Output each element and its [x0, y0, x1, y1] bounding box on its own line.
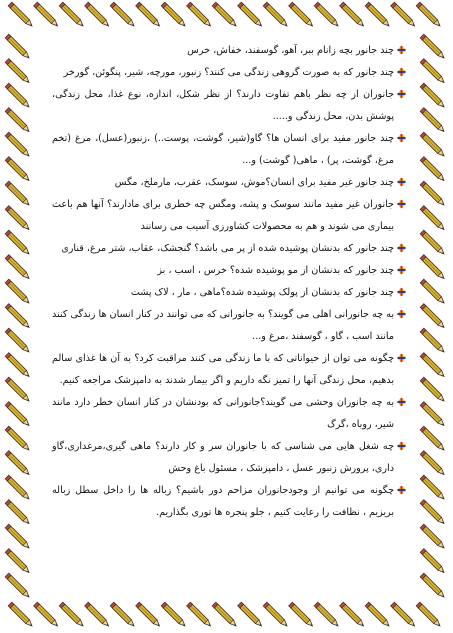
- pencil-icon: [5, 304, 31, 330]
- item-text: چگونه می توانیم از وجودجانوران مزاحم دور باشیم؟ زباله ها را داخل سطل زباله بریزیم ، نظافت را رعایت کنیم ، جلو پنجره ها توری بگذاریم.: [52, 485, 394, 518]
- pencil-icon: [34, 2, 60, 28]
- list-item: [52, 260, 404, 282]
- pencil-icon: [187, 602, 213, 628]
- pencil-icon: [5, 59, 31, 85]
- diamond-bullet-icon: [397, 89, 406, 99]
- pencil-icon: [5, 328, 31, 354]
- list-item: [52, 238, 404, 260]
- pencil-icon: [420, 549, 446, 575]
- pencil-icon: [85, 602, 111, 628]
- pencil-icon: [5, 230, 31, 256]
- list-item: [52, 194, 404, 238]
- pencil-icon: [420, 59, 446, 85]
- list-item: [52, 40, 404, 62]
- pencil-icon: [5, 402, 31, 428]
- pencil-icon: [238, 2, 264, 28]
- item-text: چند جانور که بدنشان از مو پوشیده شده؟ خرس ، اسب ، بز: [157, 265, 394, 276]
- pencil-icon: [8, 602, 34, 628]
- list-item: [52, 480, 404, 524]
- pencil-icon: [420, 181, 446, 207]
- diamond-bullet-icon: [397, 397, 406, 407]
- pencil-icon: [420, 426, 446, 452]
- pencil-icon: [420, 132, 446, 158]
- pencil-icon: [5, 500, 31, 526]
- item-text: چند جانور که بدنشان از پولک پوشیده شده؟ماهی ، مار ، لاک پشت: [130, 287, 394, 298]
- diamond-bullet-icon: [397, 45, 406, 55]
- diamond-bullet-icon: [397, 67, 406, 77]
- pencil-icon: [5, 353, 31, 379]
- pencil-icon: [263, 2, 289, 28]
- pencil-icon: [420, 34, 446, 60]
- pencil-icon: [340, 602, 366, 628]
- pencil-icon: [289, 2, 315, 28]
- pencil-icon: [314, 602, 340, 628]
- pencil-icon: [416, 2, 442, 28]
- pencil-icon: [365, 2, 391, 28]
- pencil-icon: [187, 2, 213, 28]
- pencil-icon: [110, 602, 136, 628]
- pencil-icon: [420, 255, 446, 281]
- pencil-icon: [420, 83, 446, 109]
- item-text: به چه جانورانی اهلی می گویند؟ به جانورانی که می توانند در کنار انسان ها زندگی کنند مانند اسب ، گاو ، گوسفند ،مرغ و...: [52, 309, 394, 342]
- pencil-icon: [5, 377, 31, 403]
- pencil-icon: [5, 157, 31, 183]
- diamond-bullet-icon: [397, 177, 406, 187]
- pencil-icon: [5, 34, 31, 60]
- diamond-bullet-icon: [397, 441, 406, 451]
- pencil-icon: [420, 157, 446, 183]
- pencil-icon: [110, 2, 136, 28]
- list-item: [52, 304, 404, 348]
- item-text: به چه جانوران وحشی می گویند؟جانورانی که بودنشان در کنار انسان خطر دارد مانند شیر، روباه ،گرگ: [52, 397, 394, 430]
- pencil-icon: [340, 2, 366, 28]
- diamond-bullet-icon: [397, 133, 406, 143]
- list-item: [52, 128, 404, 172]
- pencil-icon: [420, 573, 446, 599]
- pencil-icon: [5, 108, 31, 134]
- pencil-icon: [391, 2, 417, 28]
- list-item: [52, 84, 404, 128]
- diamond-bullet-icon: [397, 353, 406, 363]
- pencil-icon: [391, 602, 417, 628]
- pencil-icon: [161, 602, 187, 628]
- item-text: چند جانور که به صورت گروهی زندگی می کنند؟ زنبور، مورچه، شیر، پنگوئن، گورخر: [63, 67, 394, 78]
- pencil-icon: [212, 2, 238, 28]
- pencil-icon: [212, 602, 238, 628]
- item-text: جانوران از چه نظر باهم تفاوت دارند؟ از نظر شکل، اندازه، نوع غذا، محل زندگی، پوشش بدن، محل زندگی و.....: [52, 89, 394, 122]
- pencil-icon: [5, 573, 31, 599]
- item-text: چگونه می توان از حیواناتی که با ما زندگی می کنند مراقبت کرد؟ به آن ها غذای سالم بدهیم، محل زندگی آنها را تمیز نگه داریم و اگر بیمار شدند به دامپزشک مراجعه کنیم.: [52, 353, 394, 386]
- list-item: [52, 62, 404, 84]
- pencil-icon: [161, 2, 187, 28]
- item-text: چند جانور غیر مفید برای انسان؟موش، سوسک، عقرب، مارملخ، مگس: [114, 177, 394, 188]
- pencil-icon: [420, 451, 446, 477]
- pencil-icon: [34, 602, 60, 628]
- diamond-bullet-icon: [397, 287, 406, 297]
- pencil-icon: [5, 181, 31, 207]
- pencil-icon: [238, 602, 264, 628]
- pencil-icon: [420, 230, 446, 256]
- pencil-icon: [5, 83, 31, 109]
- pencil-icon: [5, 206, 31, 232]
- pencil-icon: [5, 451, 31, 477]
- pencil-icon: [420, 475, 446, 501]
- pencil-icon: [5, 426, 31, 452]
- pencil-icon: [420, 524, 446, 550]
- pencil-icon: [420, 206, 446, 232]
- pencil-icon: [5, 132, 31, 158]
- pencil-icon: [420, 377, 446, 403]
- pencil-icon: [289, 602, 315, 628]
- diamond-bullet-icon: [397, 485, 406, 495]
- pencil-icon: [5, 549, 31, 575]
- pencil-icon: [420, 402, 446, 428]
- pencil-icon: [136, 602, 162, 628]
- pencil-icon: [420, 328, 446, 354]
- diamond-bullet-icon: [397, 309, 406, 319]
- diamond-bullet-icon: [397, 199, 406, 209]
- item-text: چند جانور مفید برای انسان ها؟ گاو(شیر، گوشت، پوست..) ،زنبور(عسل)، مرغ (تخم مرغ، گوشت، پر) ، ماهی( گوشت) و...: [52, 133, 394, 166]
- list-item: [52, 392, 404, 436]
- questions-list: [52, 40, 404, 524]
- pencil-icon: [420, 108, 446, 134]
- list-item: [52, 172, 404, 194]
- pencil-icon: [5, 475, 31, 501]
- pencil-icon: [314, 2, 340, 28]
- item-text: چند جانور که بدنشان پوشیده شده از پر می باشد؟ گنجشک، عقاب، شتر مرغ، قناری: [61, 243, 394, 254]
- pencil-icon: [416, 602, 442, 628]
- item-text: جانوران غیر مفید مانند سوسک و پشه، ومگس چه خطری برای مادارند؟ آنها هم باعث بیماری می شوند و هم به محصولات کشاورزی آسیب می رسانند: [52, 199, 394, 232]
- pencil-icon: [85, 2, 111, 28]
- list-item: [52, 348, 404, 392]
- item-text: چه شغل هایی می شناسی که با جانوران سر و کار دارند؟ ماهی گیری،مرغداری،گاو داری، پرورش زنبور عسل ، دامپزشک ، مسئول باغ وحش: [52, 441, 394, 474]
- pencil-icon: [5, 524, 31, 550]
- pencil-icon: [420, 279, 446, 305]
- diamond-bullet-icon: [397, 243, 406, 253]
- pencil-icon: [5, 279, 31, 305]
- pencil-icon: [5, 255, 31, 281]
- diamond-bullet-icon: [397, 265, 406, 275]
- pencil-icon: [59, 2, 85, 28]
- pencil-icon: [365, 602, 391, 628]
- pencil-icon: [8, 2, 34, 28]
- list-item: [52, 282, 404, 304]
- pencil-icon: [420, 500, 446, 526]
- pencil-icon: [420, 353, 446, 379]
- pencil-icon: [59, 602, 85, 628]
- list-item: [52, 436, 404, 480]
- pencil-icon: [263, 602, 289, 628]
- item-text: چند جانور بچه زانام ببر، آهو، گوسفند، خفاش، خرس: [187, 45, 394, 56]
- pencil-icon: [136, 2, 162, 28]
- pencil-icon: [420, 304, 446, 330]
